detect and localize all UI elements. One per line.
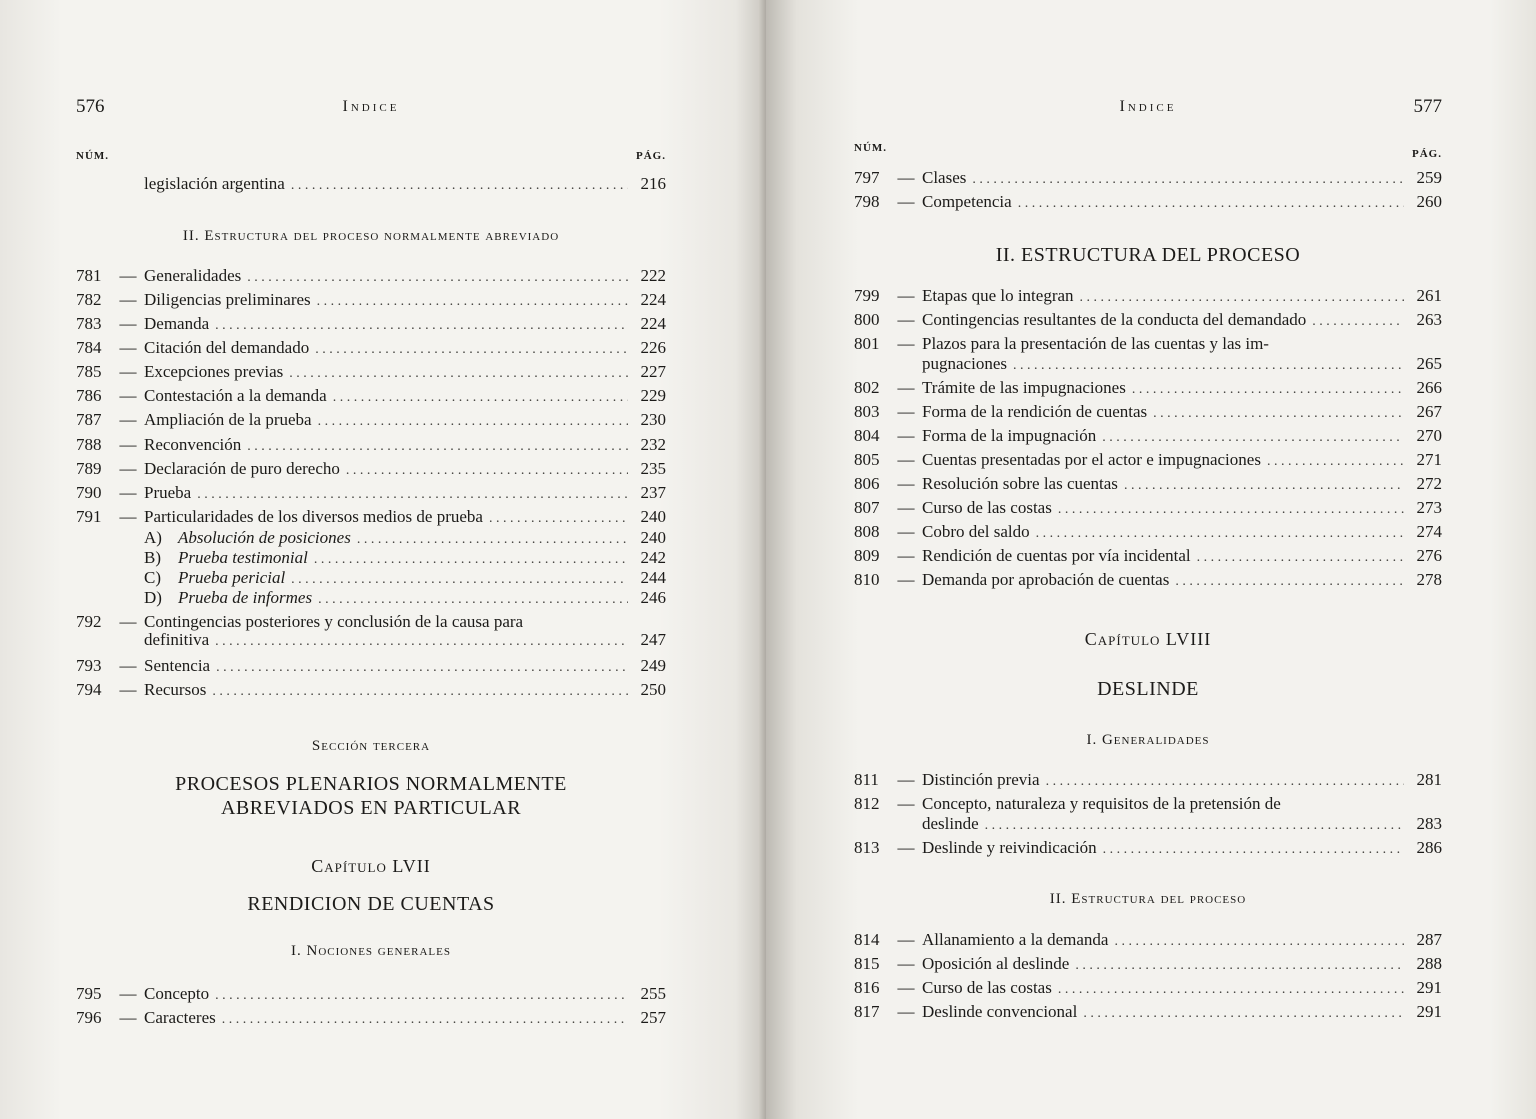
toc-entry [854,976,1442,1000]
entry-page: 266 [1416,378,1442,397]
entry-dash: — [897,570,915,589]
entry-number: 810 [854,570,880,589]
toc-entry [854,928,1442,952]
entry-dash: — [119,984,137,1003]
toc-entry [854,284,1442,308]
entry-page: 255 [640,984,666,1003]
entry-dash: — [119,656,137,675]
entry-dash: — [119,1008,137,1027]
entry-page: 259 [1416,168,1442,187]
entry-page: 235 [640,459,666,478]
entry-number: 782 [76,290,102,309]
column-headers [76,150,666,164]
entry-title: Demanda [144,314,210,333]
entry-number: 802 [854,378,880,397]
dot-leader [197,483,628,507]
toc-entry-continuation [854,812,1442,836]
dot-leader [318,590,628,610]
dot-leader [1058,498,1404,522]
entry-dash: — [119,266,137,285]
entry-page: 237 [640,483,666,502]
entry-dash: — [897,978,915,997]
toc-entry [76,433,666,457]
subsection-heading-2: II. Estructura del proceso [1049,891,1247,907]
entry-number: 800 [854,310,880,329]
dot-leader [315,338,628,362]
chapter-label: Capítulo LVII [311,856,431,876]
toc-entry [76,360,666,384]
entry-title: Excepciones previas [144,362,284,381]
dot-leader [1083,1002,1404,1026]
toc-entry [854,448,1442,472]
entry-dash: — [119,386,137,405]
entry-dash: — [119,410,137,429]
sub-letter: D) [144,588,162,607]
subsection-heading: I. Generalidades [1086,732,1210,748]
entry-dash: — [897,450,915,469]
entry-page: 281 [1416,770,1442,789]
section-heading: II. Estructura del proceso normalmente abreviado [182,228,560,244]
entry-dash: — [897,930,915,949]
dot-leader [247,435,628,459]
entry-title: Sentencia [144,656,211,675]
entry-page: 288 [1416,954,1442,973]
entry-title: Curso de las costas [922,498,1052,517]
dot-leader [215,314,628,338]
page-number: 577 [1413,96,1442,117]
entry-page: 265 [1416,354,1442,373]
entry-dash: — [897,794,915,813]
dot-leader [1132,378,1404,402]
entry-page: 230 [640,410,666,429]
sub-title: Prueba de informes [178,588,313,607]
entry-number: 806 [854,474,880,493]
dot-leader [972,168,1404,192]
entry-page: 283 [1416,814,1442,833]
entry-number: 812 [854,794,880,813]
entry-title-line1: Plazos para la presentación de las cuentas y las im- [922,334,1269,353]
entry-dash: — [897,192,915,211]
entry-title-line1: Contingencias posteriores y conclusión de la causa para [144,612,524,631]
entry-page: 246 [640,588,666,607]
entry-title: Oposición al deslinde [922,954,1070,973]
section-title-line1: PROCESOS PLENARIOS NORMALMENTE [175,773,567,795]
entry-title: Allanamiento a la demanda [922,930,1109,949]
dot-leader [222,1008,628,1032]
dot-leader [333,386,628,410]
toc-entry [854,544,1442,568]
toc-entry [854,836,1442,860]
entry-dash: — [897,402,915,421]
dot-leader [1013,354,1404,378]
dot-leader [1175,570,1404,594]
entry-title: Citación del demandado [144,338,310,357]
entry-title-line2: deslinde [922,814,979,833]
dot-leader [1103,838,1404,862]
entry-number: 803 [854,402,880,421]
entry-page: 224 [640,290,666,309]
entry-title: Cobro del saldo [922,522,1030,541]
entry-number: 788 [76,435,102,454]
dot-leader [215,630,628,654]
entry-page: 273 [1416,498,1442,517]
entry-title: Diligencias preliminares [144,290,311,309]
toc-entry [854,400,1442,424]
toc-entry [854,376,1442,400]
entry-title: Particularidades de los diversos medios de prueba [144,507,483,526]
chapter-label: Capítulo LVIII [1084,629,1212,649]
col-num-label: NÚM. [76,150,110,162]
entry-page: 267 [1416,402,1442,421]
toc-entry [76,457,666,481]
dot-leader [1114,930,1404,954]
entry-page: 232 [640,435,666,454]
entry-dash: — [897,310,915,329]
toc-entry [76,288,666,312]
entry-page: 286 [1416,838,1442,857]
entry-page: 240 [640,507,666,526]
entry-number: 787 [76,410,102,429]
toc-entry [76,312,666,336]
entry-dash: — [897,168,915,187]
entry-title: Ampliación de la prueba [144,410,312,429]
entry-title: Trámite de las impugnaciones [922,378,1126,397]
entry-dash: — [897,498,915,517]
entry-number: 814 [854,930,880,949]
page-number: 576 [76,96,105,117]
entry-number: 798 [854,192,880,211]
entry-page: 240 [640,528,666,547]
toc-entry [854,768,1442,792]
entry-page: 216 [640,174,666,193]
entry-number: 795 [76,984,102,1003]
toc-entry [854,472,1442,496]
entry-title: Forma de la rendición de cuentas [922,402,1148,421]
dot-leader [1102,426,1404,450]
entry-page: 222 [640,266,666,285]
toc-entry-continued [76,172,666,196]
subsection-heading: I. Nociones generales [291,943,451,959]
section-title-line2: ABREVIADOS EN PARTICULAR [220,797,522,819]
entry-number: 805 [854,450,880,469]
entry-page: 226 [640,338,666,357]
entry-page: 271 [1416,450,1442,469]
entry-dash: — [119,362,137,381]
dot-leader [1018,192,1404,216]
running-header [854,96,1442,120]
entry-title: Etapas que lo integran [922,286,1074,305]
toc-entry [854,1000,1442,1024]
toc-entry [854,308,1442,332]
entry-dash: — [119,612,137,631]
dot-leader [1267,450,1404,474]
entry-page: 260 [1416,192,1442,211]
entry-number: 809 [854,546,880,565]
entry-title: Demanda por aprobación de cuentas [922,570,1170,589]
col-num-label: NÚM. [854,142,888,154]
dot-leader [212,680,628,704]
entry-dash: — [897,426,915,445]
toc-entry-continuation [76,628,666,652]
sub-title: Prueba pericial [178,568,286,587]
col-pag-label: PÁG. [1412,148,1442,160]
sub-letter: C) [144,568,161,587]
dot-leader [1080,286,1404,310]
entry-title: Competencia [922,192,1012,211]
toc-entry-continuation [854,352,1442,376]
entry-title: Resolución sobre las cuentas [922,474,1118,493]
entry-title: Declaración de puro derecho [144,459,340,478]
sub-letter: B) [144,548,161,567]
entry-dash: — [119,507,137,526]
entry-title: Contingencias resultantes de la conducta del demandado [922,310,1307,329]
entry-number: 808 [854,522,880,541]
entry-dash: — [897,954,915,973]
entry-title: Rendición de cuentas por vía incidental [922,546,1191,565]
entry-page: 263 [1416,310,1442,329]
dot-leader [314,550,628,570]
entry-title: Generalidades [144,266,242,285]
entry-dash: — [119,435,137,454]
entry-title: Reconvención [144,435,242,454]
entry-page: 272 [1416,474,1442,493]
col-pag-label: PÁG. [636,150,666,162]
entry-title-line2: pugnaciones [922,354,1007,373]
entry-number: 804 [854,426,880,445]
entry-page: 227 [640,362,666,381]
toc-entry [854,166,1442,190]
entry-number: 784 [76,338,102,357]
toc-entry [76,384,666,408]
running-header [76,96,666,120]
toc-sub-entry [76,588,666,608]
toc-entry [854,496,1442,520]
dot-leader [1197,546,1404,570]
entry-number: 815 [854,954,880,973]
chapter-title: RENDICION DE CUENTAS [247,893,495,915]
entry-number: 799 [854,286,880,305]
entry-title: Deslinde y reivindicación [922,838,1097,857]
entry-dash: — [119,483,137,502]
entry-title: Recursos [144,680,207,699]
dot-leader [1058,978,1404,1002]
right-page [766,0,1536,1119]
entry-title: Distinción previa [922,770,1040,789]
entry-number: 792 [76,612,102,631]
entry-number: 789 [76,459,102,478]
entry-title: Deslinde convencional [922,1002,1078,1021]
entry-number: 796 [76,1008,102,1027]
entry-number: 793 [76,656,102,675]
entry-title: legislación argentina [144,174,285,193]
entry-page: 229 [640,386,666,405]
dot-leader [317,290,628,314]
toc-sub-entry [76,528,666,548]
entry-title-line1: Concepto, naturaleza y requisitos de la pretensión de [922,794,1281,813]
entry-dash: — [119,290,137,309]
entry-page: 257 [640,1008,666,1027]
entry-page: 276 [1416,546,1442,565]
dot-leader [1124,474,1404,498]
entry-number: 786 [76,386,102,405]
entry-title-line2: definitiva [144,630,210,649]
dot-leader [1036,522,1404,546]
entry-page: 291 [1416,1002,1442,1021]
entry-page: 287 [1416,930,1442,949]
entry-page: 249 [640,656,666,675]
entry-page: 244 [640,568,666,587]
dot-leader [216,656,628,680]
entry-page: 278 [1416,570,1442,589]
entry-number: 811 [854,770,879,789]
entry-number: 785 [76,362,102,381]
toc-entry [76,654,666,678]
chapter-title: DESLINDE [1097,678,1199,700]
dot-leader [291,174,628,198]
entry-page: 247 [640,630,666,649]
toc-entry [854,952,1442,976]
left-page [0,0,766,1119]
entry-title: Caracteres [144,1008,216,1027]
entry-dash: — [897,838,915,857]
entry-number: 791 [76,507,102,526]
entry-number: 801 [854,334,880,353]
entry-number: 807 [854,498,880,517]
running-title: Indice [1119,98,1177,115]
entry-page: 270 [1416,426,1442,445]
entry-dash: — [897,522,915,541]
sub-letter: A) [144,528,162,547]
dot-leader [215,984,628,1008]
toc-entry [76,336,666,360]
toc-sub-entry [76,568,666,588]
entry-title: Curso de las costas [922,978,1052,997]
entry-title: Contestación a la demanda [144,386,327,405]
entry-page: 242 [640,548,666,567]
entry-dash: — [897,286,915,305]
toc-entry [854,520,1442,544]
entry-page: 224 [640,314,666,333]
toc-entry [854,568,1442,592]
entry-page: 291 [1416,978,1442,997]
entry-number: 816 [854,978,880,997]
toc-entry [854,424,1442,448]
dot-leader [1046,770,1404,794]
dot-leader [346,459,628,483]
entry-number: 813 [854,838,880,857]
entry-dash: — [897,378,915,397]
entry-number: 781 [76,266,102,285]
entry-dash: — [119,459,137,478]
toc-entry [76,264,666,288]
entry-title: Clases [922,168,967,187]
entry-number: 790 [76,483,102,502]
entry-title: Cuentas presentadas por el actor e impugnaciones [922,450,1261,469]
entry-number: 797 [854,168,880,187]
dot-leader [985,814,1404,838]
entry-title: Forma de la impugnación [922,426,1097,445]
entry-dash: — [897,474,915,493]
toc-entry [854,190,1442,214]
column-headers [854,142,1442,160]
entry-dash: — [897,546,915,565]
dot-leader [318,410,628,434]
dot-leader [357,530,628,550]
running-title: Indice [342,98,400,115]
entry-number: 783 [76,314,102,333]
toc-entry [76,505,666,529]
toc-entry [76,982,666,1006]
entry-page: 274 [1416,522,1442,541]
entry-dash: — [897,334,915,353]
dot-leader [1075,954,1404,978]
dot-leader [1153,402,1404,426]
toc-entry [76,1006,666,1030]
entry-dash: — [119,338,137,357]
entry-number: 794 [76,680,102,699]
entry-dash: — [119,314,137,333]
entry-title: Concepto [144,984,210,1003]
dot-leader [291,570,628,590]
section-label: Sección tercera [311,738,431,754]
entry-title: Prueba [144,483,192,502]
toc-entry [76,678,666,702]
dot-leader [247,266,628,290]
dot-leader [289,362,628,386]
sub-title: Prueba testimonial [178,548,308,567]
toc-sub-entry [76,548,666,568]
dot-leader [1312,310,1404,334]
toc-entry [76,481,666,505]
sub-title: Absolución de posiciones [178,528,351,547]
entry-dash: — [119,680,137,699]
entry-number: 817 [854,1002,880,1021]
entry-page: 261 [1416,286,1442,305]
toc-entry [76,408,666,432]
entry-dash: — [897,770,915,789]
section-heading: II. ESTRUCTURA DEL PROCESO [995,244,1301,266]
entry-dash: — [897,1002,915,1021]
entry-page: 250 [640,680,666,699]
